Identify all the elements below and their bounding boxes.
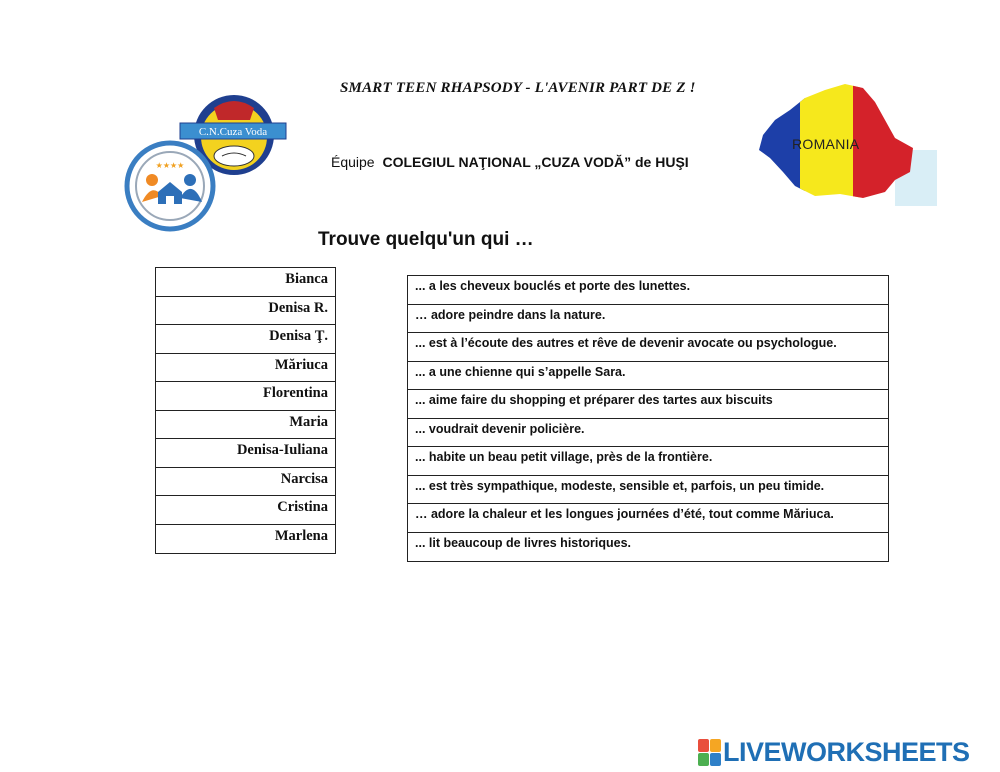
name-cell[interactable]: Maria bbox=[156, 411, 335, 440]
circle-school-logo bbox=[124, 140, 216, 232]
name-cell[interactable]: Narcisa bbox=[156, 468, 335, 497]
worksheet-subtitle: Trouve quelqu'un qui … bbox=[318, 229, 534, 250]
name-cell[interactable]: Bianca bbox=[156, 268, 335, 297]
liveworksheets-logo[interactable] bbox=[698, 737, 970, 767]
description-cell[interactable]: ... aime faire du shopping et préparer des tartes aux biscuits bbox=[408, 390, 888, 419]
brand-text: LIVEWORKSHEETS bbox=[723, 736, 970, 767]
descriptions-table bbox=[407, 275, 889, 562]
svg-text:★★★★: ★★★★ bbox=[155, 161, 185, 170]
description-cell[interactable]: … adore la chaleur et les longues journées d’été, tout comme Măriuca. bbox=[408, 504, 888, 533]
liveworksheets-icon bbox=[698, 739, 720, 765]
description-cell[interactable]: ... est à l’écoute des autres et rêve de devenir avocate ou psychologue. bbox=[408, 333, 888, 362]
name-cell[interactable]: Cristina bbox=[156, 496, 335, 525]
name-cell[interactable]: Măriuca bbox=[156, 354, 335, 383]
names-table bbox=[155, 267, 336, 554]
name-cell[interactable]: Florentina bbox=[156, 382, 335, 411]
description-cell[interactable]: … adore peindre dans la nature. bbox=[408, 305, 888, 334]
description-cell[interactable]: ... habite un beau petit village, près de la frontière. bbox=[408, 447, 888, 476]
description-cell[interactable]: ... est très sympathique, modeste, sensible et, parfois, un peu timide. bbox=[408, 476, 888, 505]
name-cell[interactable]: Denisa R. bbox=[156, 297, 335, 326]
description-cell[interactable]: ... voudrait devenir policière. bbox=[408, 419, 888, 448]
name-cell[interactable]: Denisa-Iuliana bbox=[156, 439, 335, 468]
project-title: SMART TEEN RHAPSODY - L'AVENIR PART DE Z ! bbox=[340, 80, 696, 96]
name-cell[interactable]: Denisa Ţ. bbox=[156, 325, 335, 354]
name-cell[interactable]: Marlena bbox=[274, 527, 328, 544]
team-label: Équipe bbox=[331, 154, 375, 170]
description-cell[interactable]: ... lit beaucoup de livres historiques. bbox=[415, 535, 632, 550]
description-cell[interactable]: ... a une chienne qui s’appelle Sara. bbox=[408, 362, 888, 391]
team-name: COLEGIUL NAŢIONAL „CUZA VODĂ” de HUŞI bbox=[382, 154, 689, 170]
map-label: ROMANIA bbox=[792, 136, 860, 152]
description-cell[interactable]: ... a les cheveux bouclés et porte des lunettes. bbox=[408, 276, 888, 305]
school-logo-text: C.N.Cuza Voda bbox=[198, 126, 268, 138]
team-line bbox=[331, 154, 689, 170]
